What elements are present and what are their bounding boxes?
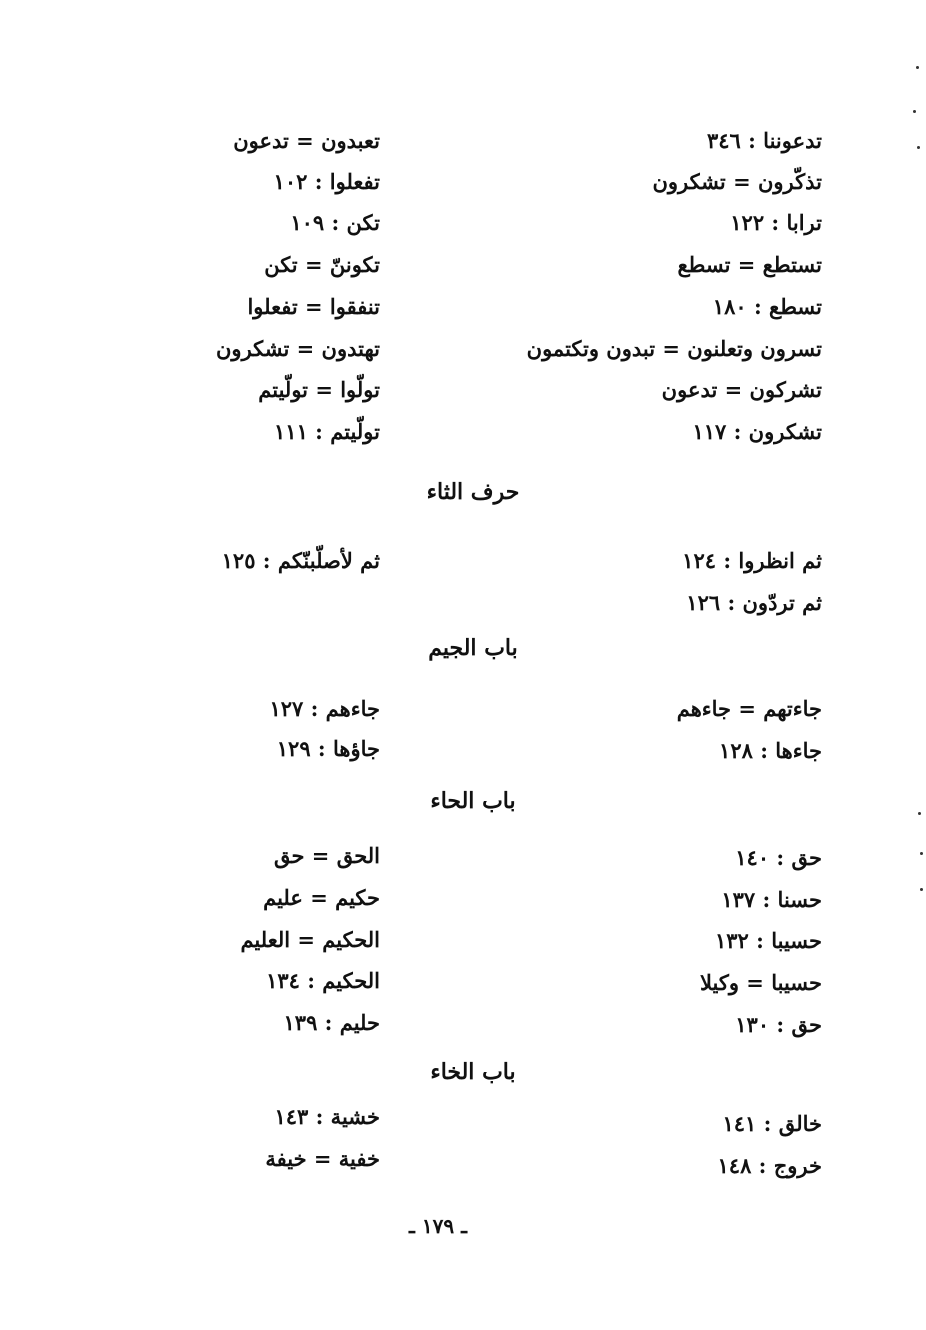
scan-speck: [913, 110, 916, 113]
index-entry-right: حق : ١٤٠: [735, 845, 822, 870]
index-entry-left: خفية = خيفة: [265, 1146, 380, 1171]
scan-speck: [920, 852, 923, 855]
index-entry-left: حليم : ١٣٩: [283, 1010, 380, 1035]
index-entry-left: تهتدون = تشكرون: [216, 336, 380, 361]
index-entry-right: تشركون = تدعون: [661, 377, 822, 402]
index-entry-left: الحكيم = العليم: [240, 927, 380, 952]
index-entry-left: جاءهم : ١٢٧: [269, 696, 380, 721]
index-entry-left: الحكيم : ١٣٤: [266, 968, 380, 993]
index-entry-left: تكن : ١٠٩: [290, 210, 380, 235]
index-entry-left: جاؤها : ١٢٩: [276, 736, 380, 761]
index-entry-right: جاءها : ١٢٨: [719, 738, 822, 763]
index-entry-left: تولّيتم : ١١١: [274, 419, 380, 444]
index-entry-right: تشكرون : ١١٧: [692, 419, 822, 444]
index-entry-right: تدعوننا : ٣٤٦: [706, 128, 822, 153]
index-entry-right: تسرون وتعلنون = تبدون وتكتمون: [526, 336, 822, 361]
index-entry-left: تكوننّ = تكن: [264, 252, 380, 277]
section-heading: حرف الثاء: [426, 479, 520, 505]
section-heading: باب الخاء: [430, 1059, 516, 1085]
index-entry-right: تستطع = تسطع: [677, 252, 822, 277]
index-entry-right: ترابا : ١٢٢: [730, 210, 822, 235]
index-entry-right: حسيبا : ١٣٢: [714, 928, 822, 953]
index-entry-right: جاءتهم = جاءهم: [676, 696, 822, 721]
page-number: ـ ١٧٩ ـ: [409, 1214, 467, 1238]
index-entry-right: خروج : ١٤٨: [717, 1153, 822, 1178]
scan-speck: [920, 888, 923, 891]
index-entry-right: حسيبا = وكيلا: [699, 970, 822, 995]
scan-speck: [918, 812, 921, 815]
section-heading: باب الجيم: [428, 635, 518, 661]
index-entry-right: تذكّرون = تشكرون: [652, 169, 822, 194]
index-entry-right: ثم انظروا : ١٢٤: [682, 548, 822, 573]
index-entry-right: حق : ١٣٠: [735, 1012, 822, 1037]
section-heading: باب الحاء: [430, 788, 516, 814]
index-entry-left: حكيم = عليم: [263, 885, 380, 910]
index-entry-left: تنفقوا = تفعلوا: [247, 294, 380, 319]
scan-speck: [916, 66, 919, 69]
index-entry-right: تسطع : ١٨٠: [712, 294, 822, 319]
index-entry-right: حسنا : ١٣٧: [721, 887, 822, 912]
index-entry-right: خالق : ١٤١: [722, 1111, 822, 1136]
index-entry-left: تولّوا = تولّيتم: [258, 377, 380, 402]
index-entry-left: خشية : ١٤٣: [274, 1104, 380, 1129]
index-entry-right: ثم تردّون : ١٢٦: [686, 590, 822, 615]
scan-speck: [917, 146, 920, 149]
index-entry-left: تعبدون = تدعون: [233, 128, 380, 153]
index-entry-left: الحق = حق: [273, 843, 380, 868]
index-entry-left: تفعلوا : ١٠٢: [273, 169, 380, 194]
index-entry-left: ثم لأصلّبنّكم : ١٢٥: [221, 548, 380, 573]
